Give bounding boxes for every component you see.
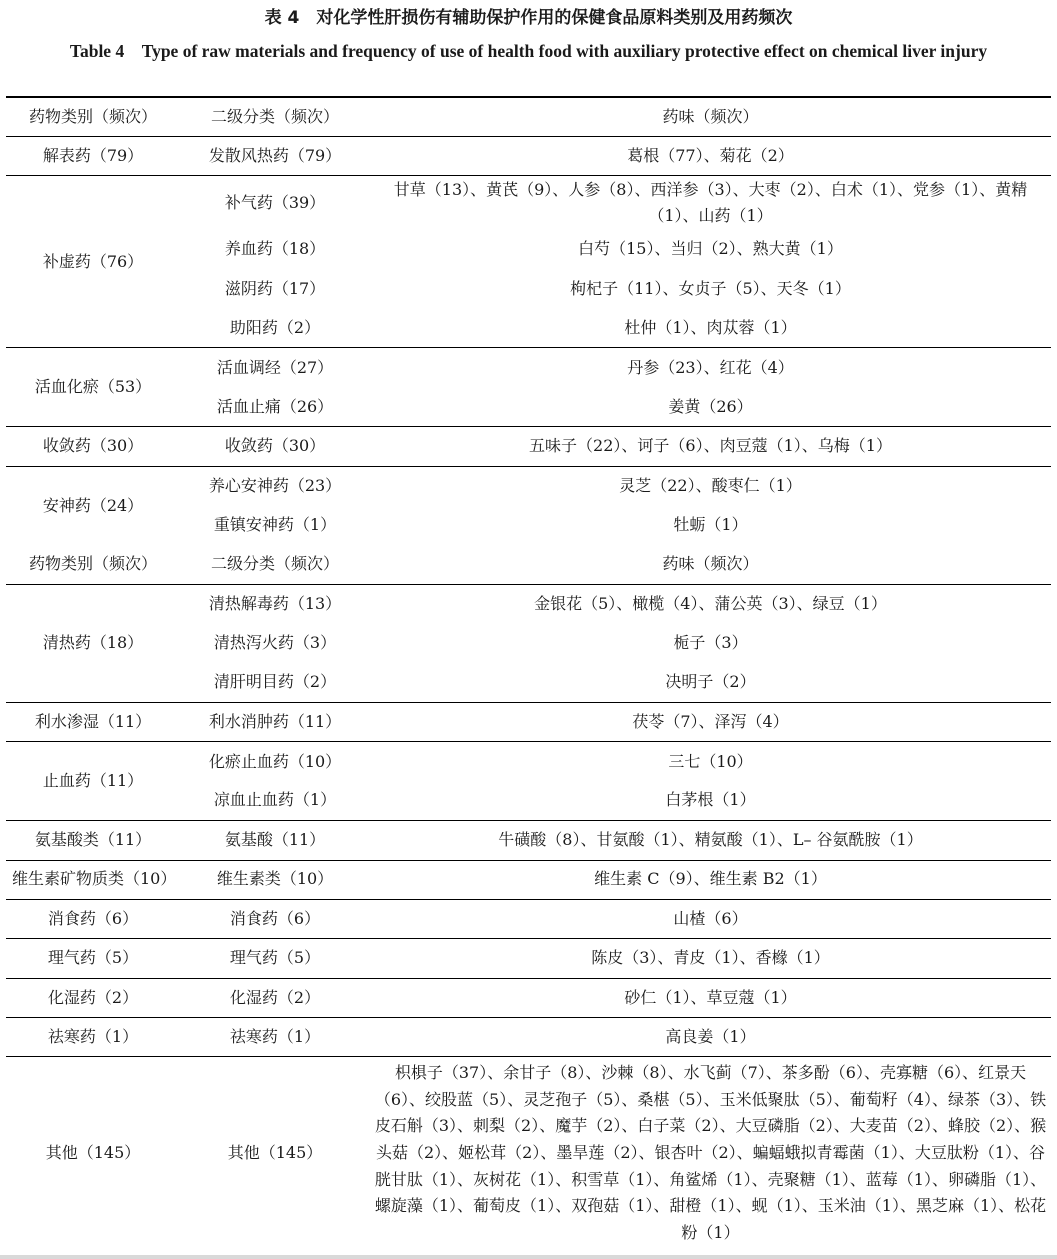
subcategory-cell: 化瘀止血药（10） <box>180 742 370 781</box>
category-cell: 清热药（18） <box>6 584 180 702</box>
herbs-cell: 牡蛎（1） <box>673 514 748 534</box>
herbs-cell: 枳椇子（37）、余甘子（8）、沙棘（8）、水飞蓟（7）、茶多酚（6）、壳寡糖（6）、红景天（6）、绞股蓝（5）、灵芝孢子（5）、桑椹（5）、玉米低聚肽（5）、葡萄籽（4）、绿茶（3）、铁皮石斛（3）、刺梨（2）、魔芋（2）、白子菜（2）、大豆磷脂（2）、大麦苗（2）、蜂胶（2）、猴头菇（2）、姬松茸（2）、墨旱莲（2）、银杏叶（2）、蝙蝠蛾拟青霉菌（1）、大豆肽粉（1）、谷胱甘肽（1）、灰树花（1）、积雪草（1）、角鲨烯（1）、壳聚糖（1）、蓝莓（1）、卵磷脂（1）、螺旋藻（1）、葡萄皮（1）、双孢菇（1）、甜橙（1）、蚬（1）、玉米油（1）、黑芝麻（1）、松花粉（1） <box>370 1057 1051 1249</box>
category-cell: 维生素矿物质类（10） <box>6 860 180 899</box>
table-row <box>6 702 1051 741</box>
header-herbs: 药味（频次） <box>662 554 759 574</box>
subcategory-cell: 清热解毒药（13） <box>180 584 370 623</box>
category-cell: 氨基酸类（11） <box>6 821 180 860</box>
table-row <box>6 978 1051 1017</box>
subcategory-cell: 凉血止血药（1） <box>213 790 337 810</box>
subcategory-cell: 滋阴药（17） <box>224 278 326 298</box>
table-row <box>6 584 1051 623</box>
subcategory-cell: 清肝明目药（2） <box>213 672 337 692</box>
herbs-cell: 杜仲（1）、肉苁蓉（1） <box>624 317 797 337</box>
herbs-cell: 牛磺酸（8）、甘氨酸（1）、精氨酸（1）、L– 谷氨酰胺（1） <box>370 821 1051 860</box>
herbs-cell: 山楂（6） <box>370 899 1051 938</box>
subcategory-cell: 消食药（6） <box>180 899 370 938</box>
category-cell: 祛寒药（1） <box>6 1018 180 1057</box>
category-cell: 安神药（24） <box>6 466 180 545</box>
herbs-cell: 金银花（5）、橄榄（4）、蒲公英（3）、绿豆（1） <box>370 584 1051 623</box>
subcategory-cell: 养血药（18） <box>224 239 326 259</box>
header-category: 药物类别（频次） <box>6 97 180 136</box>
herbs-cell: 甘草（13）、黄芪（9）、人参（8）、西洋参（3）、大枣（2）、白术（1）、党参（1）、黄精（1）、山药（1） <box>370 176 1051 230</box>
header-category: 药物类别（频次） <box>28 554 157 574</box>
herbs-cell: 高良姜（1） <box>370 1018 1051 1057</box>
subcategory-cell: 维生素类（10） <box>180 860 370 899</box>
subcategory-cell: 发散风热药（79） <box>180 136 370 175</box>
subcategory-cell: 重镇安神药（1） <box>213 514 337 534</box>
subcategory-cell: 活血止痛（26） <box>216 396 334 416</box>
table-row <box>6 742 1051 781</box>
herbs-cell: 丹参（23）、红花（4） <box>370 348 1051 387</box>
subcategory-cell: 清热泻火药（3） <box>213 633 337 653</box>
herbs-cell: 陈皮（3）、青皮（1）、香橼（1） <box>370 939 1051 978</box>
table-row <box>6 427 1051 466</box>
table-row <box>6 136 1051 175</box>
herbs-cell: 茯苓（7）、泽泻（4） <box>370 702 1051 741</box>
category-cell: 活血化瘀（53） <box>6 348 180 427</box>
herbs-cell: 白茅根（1） <box>665 790 756 810</box>
table-row <box>6 821 1051 860</box>
herbs-cell: 姜黄（26） <box>668 396 753 416</box>
table-row <box>6 1057 1051 1249</box>
category-cell: 止血药（11） <box>6 742 180 821</box>
subcategory-cell: 活血调经（27） <box>180 348 370 387</box>
subcategory-cell: 其他（145） <box>180 1057 370 1249</box>
subcategory-cell: 收敛药（30） <box>180 427 370 466</box>
herbs-cell: 栀子（3） <box>673 633 748 653</box>
subcategory-cell: 养心安神药（23） <box>180 466 370 505</box>
page-bottom-edge <box>0 1255 1057 1259</box>
subcategory-cell: 理气药（5） <box>180 939 370 978</box>
subcategory-cell: 助阳药（2） <box>229 317 321 337</box>
table-row <box>6 176 1051 230</box>
subcategory-cell: 祛寒药（1） <box>180 1018 370 1057</box>
subcategory-cell: 利水消肿药（11） <box>180 702 370 741</box>
herbs-cell: 维生素 C（9）、维生素 B2（1） <box>370 860 1051 899</box>
category-cell: 利水渗湿（11） <box>6 702 180 741</box>
herbs-cell: 五味子（22）、诃子（6）、肉豆蔻（1）、乌梅（1） <box>370 427 1051 466</box>
table-row <box>6 860 1051 899</box>
table-header-row-repeat <box>6 545 1051 584</box>
table-row <box>6 466 1051 505</box>
category-cell: 收敛药（30） <box>6 427 180 466</box>
herbs-cell: 葛根（77）、菊花（2） <box>370 136 1051 175</box>
category-cell: 其他（145） <box>6 1057 180 1249</box>
herbs-cell: 白芍（15）、当归（2）、熟大黄（1） <box>578 239 843 259</box>
table-row <box>6 1018 1051 1057</box>
subcategory-cell: 补气药（39） <box>180 176 370 230</box>
category-cell: 解表药（79） <box>6 136 180 175</box>
herb-frequency-table <box>6 96 1051 1249</box>
table-header-row <box>6 97 1051 136</box>
herbs-cell: 三七（10） <box>370 742 1051 781</box>
category-cell: 消食药（6） <box>6 899 180 938</box>
table-row <box>6 939 1051 978</box>
table-caption-en: Table 4 Type of raw materials and frequency of use of health food with auxiliary protective effect on chemical liver injury <box>69 41 988 61</box>
table-row <box>6 899 1051 938</box>
table-caption-zh: 表 4 对化学性肝损伤有辅助保护作用的保健食品原料类别及用药频次 <box>264 8 793 28</box>
category-cell: 化湿药（2） <box>6 978 180 1017</box>
table-row <box>6 348 1051 387</box>
category-cell: 补虚药（76） <box>6 176 180 348</box>
subcategory-cell: 化湿药（2） <box>180 978 370 1017</box>
subcategory-cell: 氨基酸（11） <box>180 821 370 860</box>
header-subcategory: 二级分类（频次） <box>180 97 370 136</box>
category-cell: 理气药（5） <box>6 939 180 978</box>
herbs-cell: 灵芝（22）、酸枣仁（1） <box>370 466 1051 505</box>
header-herbs: 药味（频次） <box>370 97 1051 136</box>
herbs-cell: 砂仁（1）、草豆蔻（1） <box>370 978 1051 1017</box>
herbs-cell: 枸杞子（11）、女贞子（5）、天冬（1） <box>570 278 851 298</box>
herbs-cell: 决明子（2） <box>665 672 756 692</box>
header-subcategory: 二级分类（频次） <box>210 554 339 574</box>
